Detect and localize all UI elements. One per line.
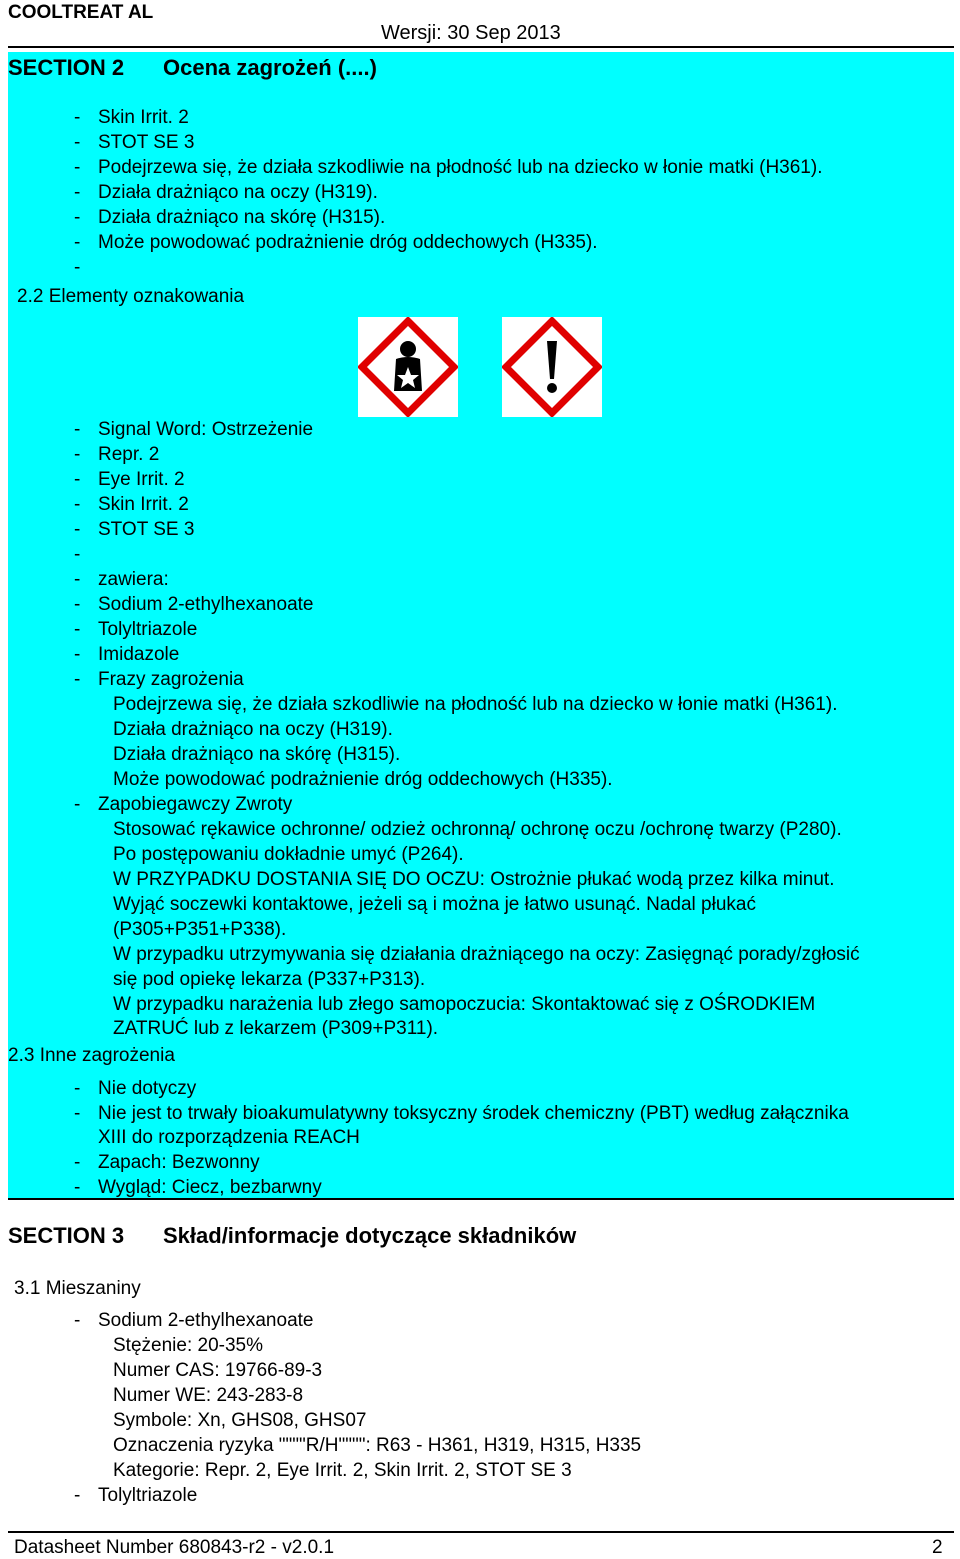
page-number: 2 [932,1537,943,1558]
health-hazard-ghs08-icon [358,317,458,417]
component-detail: Stężenie: 20-35% [113,1335,263,1356]
section-2-block: SECTION 2 Ocena zagrożeń (....) - Skin Irrit. 2 - STOT SE 3 - Podejrzewa się, że działa szkodliwie na płodność lub na dziecko w łonie matki (H361). - Działa drażniąco na oczy (H319). - Działa drażniąco na skórę (H315). - Może powodować podrażnienie dróg oddechowych (H335). - 2.2 Elementy oznakowania - Signal Word: Ostrzeżenie - Repr. 2 - Eye Irrit. 2 - Skin Irrit. 2 - STOT SE 3 - - zawiera: - Sodium 2-ethylhexanoate - Tolyltriazole - Imidazole - Frazy zagrożenia Podejrzewa się, że działa szkodliwie na płodność lub na dziecko w łonie matki (H361). Działa drażniąco na oczy (H319). Działa drażniąco na skórę (H315). Może powodować podrażnienie dróg oddechowych (H335). - Zapobiegawczy Zwroty Stosować rękawice ochronne/ odzież ochronną/ ochronę oczu /ochronę twarzy (P280). Po postępowaniu dokładnie umyć (P264). W PRZYPADKU DOSTANIA SIĘ DO OCZU: Ostrożnie płukać wodą przez kilka minut. Wyjąć soczewki kontaktowe, jeżeli są i można je łatwo usunąć. Nadal płukać (P305+P351+P338). W przypadku utrzymywania się działania drażniącego na oczy: Zasięgnąć porady/zgłosić się pod opiekę lekarza (P337+P313). W przypadku narażenia lub złego samopoczucia: Skontaktować się z OŚRODKIEM ZATRUĆ lub z lekarzem (P309+P311). 2.3 Inne zagrożenia - Nie dotyczy - Nie jest to trwały bioakumulatywny toksyczny środek chemiczny (PBT) według załącznika XIII do rozporządzenia REACH - Zapach: Bezwonny - Wygląd: Ciecz, bezbarwny [8,52,954,1200]
section-2-heading [8,55,377,81]
precaution-statement: Po postępowaniu dokładnie umyć (P264). [113,844,464,865]
precaution-statement: W przypadku utrzymywania się działania drażniącego na oczy: Zasięgnąć porady/zgłosić [113,944,860,965]
company-name: COOLTREAT AL [8,2,154,23]
component-detail: Numer WE: 243-283-8 [113,1385,304,1406]
datasheet-number: Datasheet Number 680843-r2 - v2.0.1 [14,1537,335,1558]
component-detail: Numer CAS: 19766-89-3 [113,1360,323,1381]
section-2-number: SECTION 2 [8,55,125,80]
list-item-continuation: XIII do rozporządzenia REACH [98,1127,360,1148]
precaution-statement: W PRZYPADKU DOSTANIA SIĘ DO OCZU: Ostrożnie płukać wodą przez kilka minut. [113,869,835,890]
component-detail: Symbole: Xn, GHS08, GHS07 [113,1410,367,1431]
section-3-title: Skład/informacje dotyczące składników [163,1223,577,1248]
precaution-statement: się pod opiekę lekarza (P337+P313). [113,969,426,990]
section-3-number: SECTION 3 [8,1223,125,1248]
precaution-statement: (P305+P351+P338). [113,919,287,940]
component-detail: Oznaczenia ryzyka """"R/H"""": R63 - H361, H319, H315, H335 [113,1435,642,1456]
precaution-statement: W przypadku narażenia lub złego samopoczucia: Skontaktować się z OŚRODKIEM [113,994,816,1015]
mixtures-heading: 3.1 Mieszaniny [14,1278,141,1299]
component-detail: Kategorie: Repr. 2, Eye Irrit. 2, Skin Irrit. 2, STOT SE 3 [113,1460,572,1481]
precaution-statement: Wyjąć soczewki kontaktowe, jeżeli są i można je łatwo usunąć. Nadal płukać [113,894,756,915]
header-divider [8,46,954,48]
version-date: Wersji: 30 Sep 2013 [381,22,561,44]
precaution-statement: Stosować rękawice ochronne/ odzież ochronną/ ochronę oczu /ochronę twarzy (P280). [113,819,842,840]
footer-divider [8,1531,954,1533]
exclamation-ghs07-icon [502,317,602,417]
section-2-title: Ocena zagrożeń (....) [163,55,377,80]
precaution-statement: ZATRUĆ lub z lekarzem (P309+P311). [113,1018,439,1039]
hazard-statement: Działa drażniąco na skórę (H315). [113,744,401,765]
hazard-statement: Może powodować podrażnienie dróg oddechowych (H335). [113,769,613,790]
hazard-statement: Podejrzewa się, że działa szkodliwie na płodność lub na dziecko w łonie matki (H361). [113,694,838,715]
labelling-heading: 2.2 Elementy oznakowania [17,286,245,307]
other-hazards-heading: 2.3 Inne zagrożenia [8,1045,175,1066]
hazard-statement: Działa drażniąco na oczy (H319). [113,719,393,740]
section-3-heading [8,1223,576,1249]
